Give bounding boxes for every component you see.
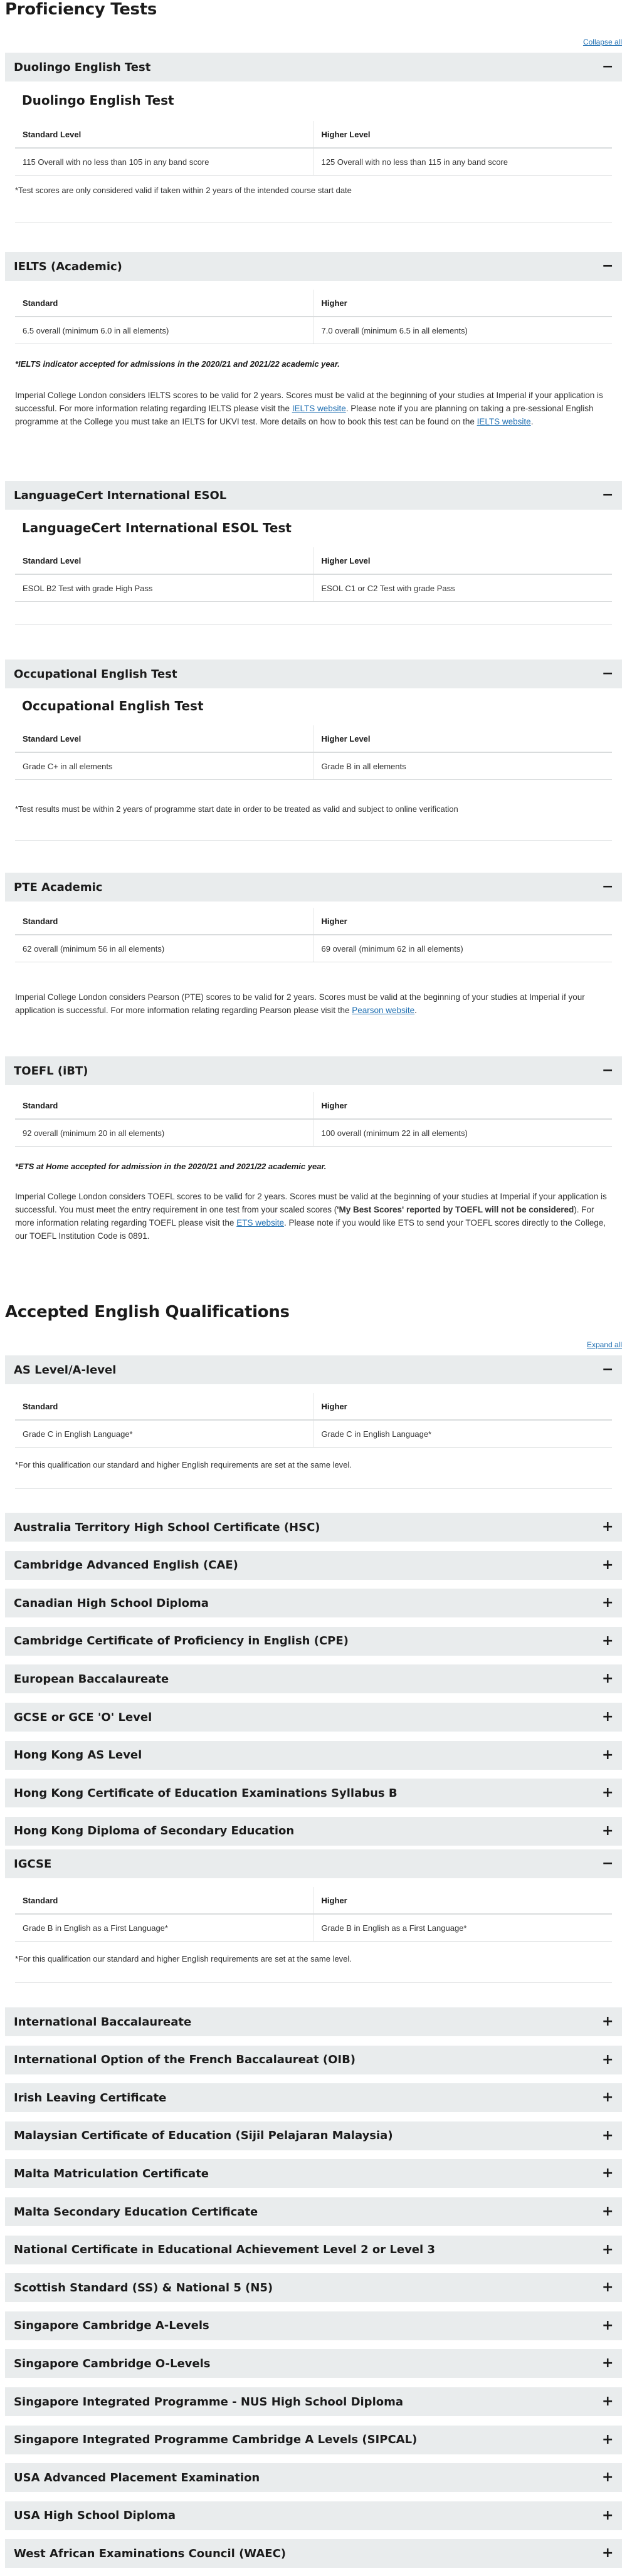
expand-icon[interactable]: + (602, 1822, 614, 1839)
accordion-header-oet[interactable] (5, 660, 622, 688)
table-header-row (15, 547, 612, 574)
accordion-header-hong-kong-diploma-of-secondary-education[interactable] (5, 1817, 622, 1846)
table-row (15, 1420, 612, 1448)
accordion-header-international-baccalaureate[interactable] (5, 2007, 622, 2036)
divider (15, 1982, 612, 1983)
column-header-higher: Higher Level (314, 547, 612, 574)
expand-icon[interactable]: + (602, 2507, 614, 2523)
toefl-text-part: ). For more information relating regarding TOEFL please visit the (15, 1205, 594, 1228)
accordion-header-cambridge-advanced-english-cae[interactable] (5, 1551, 622, 1580)
standard-requirement: 6.5 overall (minimum 6.0 in all elements) (15, 317, 314, 344)
higher-requirement: 7.0 overall (minimum 6.5 in all elements) (314, 317, 612, 344)
duolingo-subtitle: Duolingo English Test (22, 93, 174, 108)
column-header-higher: Higher (314, 290, 612, 317)
standard-requirement: 92 overall (minimum 20 in all elements) (15, 1119, 314, 1147)
expand-icon[interactable]: + (602, 2355, 614, 2372)
duolingo-note: *Test scores are only considered valid if taken within 2 years of the intended course start date (15, 186, 352, 195)
ielts-text-part: . Please note if you are planning on taking a pre-sessional English programme at the College you must take an IELTS for UKVI test. More details on how to book this test can be found on the (15, 404, 594, 426)
ielts-note (15, 357, 611, 371)
accordion-header-australia-territory-high-school-certificate-hsc[interactable] (5, 1513, 622, 1542)
standard-requirement: ESOL B2 Test with grade High Pass (15, 574, 314, 602)
accordion-header-hong-kong-certificate-of-education-examinations-syllabus-b[interactable] (5, 1779, 622, 1807)
pte-text-part: Imperial College London considers Pearson (PTE) scores to be valid for 2 years. Scores must be valid at the beginning of your studies at Imperial if your application is successful. For more information relating regarding Pearson please visit the (15, 992, 585, 1015)
accordion-header-languagecert[interactable] (5, 481, 622, 510)
accordion-title: AS Level/A-level (14, 1363, 117, 1377)
accordion-title: International Baccalaureate (14, 2015, 192, 2029)
table-header-row (15, 121, 612, 148)
table-row (15, 317, 612, 344)
accordion-header-gcse-or-gce-o-level[interactable] (5, 1703, 622, 1732)
accordion-title: Singapore Cambridge A-Levels (14, 2319, 209, 2333)
toefl-text-part: . Please note if you would like ETS to send your TOEFL scores directly to the College, our TOEFL Institution Code is 0891. (15, 1218, 606, 1241)
igcse-requirements-table (15, 1887, 612, 1942)
collapse-icon[interactable]: − (602, 59, 614, 75)
accordion-header-singapore-cambridge-a-levels[interactable] (5, 2311, 622, 2340)
expand-icon[interactable]: + (602, 2014, 614, 2029)
pte-text-part: . (414, 1006, 417, 1015)
expand-icon[interactable]: + (602, 2545, 614, 2562)
table-row (15, 752, 612, 780)
standard-requirement: Grade C in English Language* (15, 1420, 314, 1448)
accordion-header-malta-matriculation-certificate[interactable] (5, 2159, 622, 2188)
table-row (15, 148, 612, 176)
column-header-standard: Standard (15, 1393, 314, 1420)
accordion-title: IELTS (Academic) (14, 260, 122, 273)
expand-icon[interactable]: + (602, 2204, 614, 2219)
collapse-icon[interactable]: − (602, 666, 614, 681)
ielts-text-part: . (530, 417, 534, 426)
alevel-note: *For this qualification our standard and higher English requirements are set at the same level. (15, 1460, 352, 1469)
accordion-title: Hong Kong Diploma of Secondary Education (14, 1824, 295, 1838)
collapse-icon[interactable]: − (602, 1063, 614, 1078)
higher-requirement: 69 overall (minimum 62 in all elements) (314, 935, 612, 962)
higher-requirement: Grade B in English as a First Language* (314, 1914, 612, 1942)
toefl-note (15, 1160, 611, 1173)
column-header-standard: Standard (15, 290, 314, 317)
table-row (15, 1914, 612, 1942)
table-row (15, 574, 612, 602)
accordion-header-igcse[interactable] (5, 1849, 622, 1878)
accordion-title: IGCSE (14, 1857, 52, 1871)
divider (15, 222, 612, 223)
languagecert-requirements-table (15, 547, 612, 602)
accordion-title: LanguageCert International ESOL (14, 488, 227, 502)
accordion-title: Malaysian Certificate of Education (Sijil Pelajaran Malaysia) (14, 2129, 393, 2143)
collapse-all-link[interactable]: Collapse all (582, 38, 622, 46)
ets-website-link[interactable]: ETS website (236, 1218, 284, 1228)
expand-icon[interactable]: + (602, 2279, 614, 2296)
toefl-description (15, 1190, 611, 1243)
igcse-note: *For this qualification our standard and higher English requirements are set at the same level. (15, 1954, 352, 1964)
collapse-icon[interactable]: − (602, 487, 614, 503)
expand-icon[interactable]: + (602, 1747, 614, 1763)
column-header-higher: Higher (314, 1393, 612, 1420)
expand-icon[interactable]: + (602, 1595, 614, 1611)
accordion-header-toefl[interactable] (5, 1056, 622, 1085)
oet-note: *Test results must be within 2 years of programme start date in order to be treated as valid and subject to online verification (15, 804, 458, 814)
table-header-row (15, 290, 612, 317)
accordion-title: International Option of the French Baccalaureat (OIB) (14, 2053, 356, 2067)
accordion-header-west-african-examinations-council-waec[interactable] (5, 2539, 622, 2568)
accordion-header-cambridge-certificate-of-proficiency-in-english-cpe[interactable] (5, 1627, 622, 1656)
expand-all-link[interactable]: Expand all (586, 1340, 622, 1349)
accordion-title: TOEFL (iBT) (14, 1064, 88, 1078)
column-header-standard: Standard Level (15, 547, 314, 574)
accordion-header-hong-kong-as-level[interactable] (5, 1741, 622, 1770)
accordion-header-alevel[interactable] (5, 1355, 622, 1384)
standard-requirement: 62 overall (minimum 56 in all elements) (15, 935, 314, 962)
divider (15, 624, 612, 625)
expand-icon[interactable]: + (602, 1557, 614, 1573)
oet-requirements-table (15, 725, 612, 780)
standard-requirement: Grade C+ in all elements (15, 752, 314, 780)
accordion-title: Australia Territory High School Certificate (HSC) (14, 1520, 320, 1534)
oet-subtitle: Occupational English Test (22, 698, 204, 713)
accordion-title: Duolingo English Test (14, 60, 151, 74)
expand-icon[interactable]: + (602, 2317, 614, 2333)
standard-requirement: Grade B in English as a First Language* (15, 1914, 314, 1942)
higher-requirement: Grade B in all elements (314, 752, 612, 780)
accordion-header-malaysian-certificate-of-education-sijil-pelajaran-malaysia[interactable] (5, 2121, 622, 2150)
divider (15, 1488, 612, 1489)
standard-requirement: 115 Overall with no less than 105 in any band score (15, 148, 314, 176)
toefl-text-part: Imperial College London considers TOEFL scores to be valid for 2 years. Scores must be valid at the beginning of your studies at Imperial if your application is successful. You must meet the entry requirement in one test from your scaled scores ( (15, 1192, 607, 1214)
accordion-header-singapore-integrated-programme-nus-high-school-diploma[interactable] (5, 2387, 622, 2416)
ielts-text-part: Imperial College London considers IELTS scores to be valid for 2 years. Scores must be valid at the beginning of your studies at Imperial if your application is successful. For more information relating regarding IELTS please visit the (15, 391, 603, 413)
accordion-title: Malta Secondary Education Certificate (14, 2205, 258, 2219)
accordion-title: PTE Academic (14, 880, 103, 894)
table-header-row (15, 725, 612, 752)
accordion-header-canadian-high-school-diploma[interactable] (5, 1589, 622, 1617)
column-header-standard: Standard (15, 1887, 314, 1914)
expand-icon[interactable]: + (602, 1785, 614, 1801)
duolingo-requirements-table (15, 121, 612, 176)
pearson-website-link[interactable]: Pearson website (352, 1006, 415, 1015)
column-header-standard: Standard Level (15, 725, 314, 752)
accordion-title: National Certificate in Educational Achievement Level 2 or Level 3 (14, 2243, 435, 2257)
section-title-accepted-qualifications: Accepted English Qualifications (5, 1303, 290, 1322)
expand-icon[interactable]: + (602, 1519, 614, 1535)
accordion-header-national-certificate-in-educational-achievement-level-2-or-level-3[interactable] (5, 2236, 622, 2264)
section-title-proficiency-tests: Proficiency Tests (5, 0, 157, 19)
table-row (15, 1119, 612, 1147)
accordion-title: Scottish Standard (SS) & National 5 (N5) (14, 2281, 273, 2295)
toefl-note-text: *ETS at Home accepted for admission in the 2020/21 and 2021/22 academic year. (15, 1162, 327, 1171)
accordion-title: Occupational English Test (14, 667, 177, 681)
accordion-header-international-option-of-the-french-baccalaureat-oib[interactable] (5, 2046, 622, 2074)
higher-requirement: 100 overall (minimum 22 in all elements) (314, 1119, 612, 1147)
table-header-row (15, 908, 612, 935)
pte-description (15, 991, 611, 1017)
accordion-header-usa-high-school-diploma[interactable] (5, 2501, 622, 2530)
toefl-requirements-table (15, 1092, 612, 1147)
accordion-title: Hong Kong Certificate of Education Examinations Syllabus B (14, 1786, 398, 1800)
expand-icon[interactable]: + (602, 2127, 614, 2143)
expand-icon[interactable]: + (602, 2394, 614, 2409)
collapse-icon[interactable]: − (602, 258, 614, 274)
ielts-note-text: *IELTS indicator accepted for admissions in the 2020/21 and 2021/22 academic year. (15, 359, 340, 369)
higher-requirement: Grade C in English Language* (314, 1420, 612, 1448)
expand-icon[interactable]: + (602, 1709, 614, 1725)
column-header-higher: Higher (314, 1887, 612, 1914)
accordion-title: Cambridge Advanced English (CAE) (14, 1559, 238, 1572)
higher-requirement: ESOL C1 or C2 Test with grade Pass (314, 574, 612, 602)
toefl-best-scores-warning: 'My Best Scores' reported by TOEFL will not be considered (337, 1205, 574, 1214)
accordion-title: Canadian High School Diploma (14, 1596, 209, 1610)
expand-icon[interactable]: + (602, 1632, 614, 1649)
collapse-icon[interactable]: − (602, 879, 614, 895)
column-header-standard: Standard (15, 1092, 314, 1119)
accordion-header-singapore-cambridge-o-levels[interactable] (5, 2349, 622, 2378)
column-header-higher: Higher (314, 1092, 612, 1119)
accordion-title: USA Advanced Placement Examination (14, 2471, 260, 2484)
ielts-description (15, 389, 611, 428)
higher-requirement: 125 Overall with no less than 115 in any band score (314, 148, 612, 176)
accordion-title: Irish Leaving Certificate (14, 2091, 167, 2105)
divider (15, 840, 612, 841)
expand-icon[interactable]: + (602, 2431, 614, 2447)
accordion-title: Cambridge Certificate of Proficiency in English (CPE) (14, 1634, 349, 1648)
ielts-website-link[interactable]: IELTS website (292, 404, 346, 413)
accordion-title: West African Examinations Council (WAEC) (14, 2547, 287, 2560)
accordion-header-usa-advanced-placement-examination[interactable] (5, 2463, 622, 2492)
table-row (15, 935, 612, 962)
accordion-header-irish-leaving-certificate[interactable] (5, 2083, 622, 2112)
accordion-header-european-baccalaureate[interactable] (5, 1664, 622, 1693)
table-header-row (15, 1887, 612, 1914)
collapse-icon[interactable]: − (602, 1362, 614, 1377)
accordion-title: USA High School Diploma (14, 2509, 176, 2523)
accordion-header-duolingo[interactable] (5, 53, 622, 81)
accordion-title: Hong Kong AS Level (14, 1748, 142, 1762)
accordion-title: European Baccalaureate (14, 1672, 169, 1686)
ielts-requirements-table (15, 290, 612, 344)
accordion-header-pte[interactable] (5, 873, 622, 902)
column-header-higher: Higher (314, 908, 612, 935)
expand-icon[interactable]: + (602, 2165, 614, 2182)
column-header-standard: Standard Level (15, 121, 314, 148)
accordion-title: Malta Matriculation Certificate (14, 2167, 209, 2180)
collapse-icon[interactable]: − (602, 1856, 614, 1871)
table-header-row (15, 1393, 612, 1420)
accordion-title: GCSE or GCE 'O' Level (14, 1710, 152, 1724)
column-header-standard: Standard (15, 908, 314, 935)
ielts-website-link-2[interactable]: IELTS website (477, 417, 531, 426)
expand-icon[interactable]: + (602, 2090, 614, 2106)
languagecert-subtitle: LanguageCert International ESOL Test (22, 520, 292, 535)
accordion-title: Singapore Cambridge O-Levels (14, 2357, 211, 2370)
accordion-header-singapore-integrated-programme-cambridge-a-levels-sipcal[interactable] (5, 2426, 622, 2454)
expand-icon[interactable]: + (602, 1671, 614, 1687)
alevel-requirements-table (15, 1393, 612, 1448)
table-header-row (15, 1092, 612, 1119)
accordion-header-ielts[interactable] (5, 252, 622, 281)
expand-icon[interactable]: + (602, 2241, 614, 2258)
accordion-title: Singapore Integrated Programme - NUS High School Diploma (14, 2395, 404, 2409)
column-header-higher: Higher Level (314, 725, 612, 752)
column-header-higher: Higher Level (314, 121, 612, 148)
accordion-header-scottish-standard-ss-national-5-n5[interactable] (5, 2273, 622, 2302)
expand-icon[interactable]: + (602, 2051, 614, 2068)
accordion-header-malta-secondary-education-certificate[interactable] (5, 2197, 622, 2226)
pte-requirements-table (15, 908, 612, 962)
expand-icon[interactable]: + (602, 2469, 614, 2486)
accordion-title: Singapore Integrated Programme Cambridge A Levels (SIPCAL) (14, 2433, 418, 2447)
